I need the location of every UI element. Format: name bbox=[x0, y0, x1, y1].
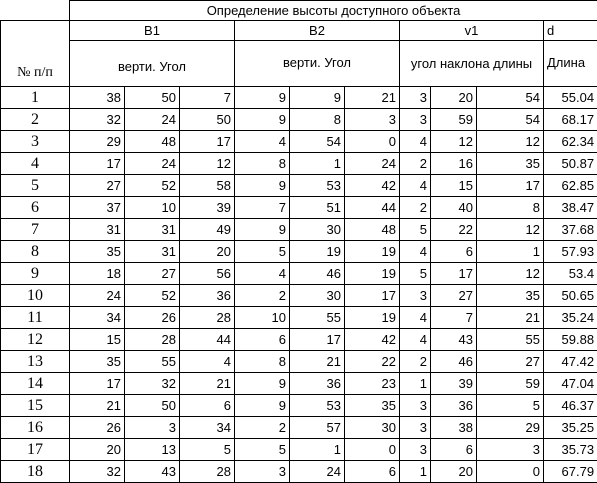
length-cell: 46.37 bbox=[544, 395, 597, 417]
v1-seconds-cell: 0 bbox=[477, 461, 544, 483]
v1-minutes-cell: 17 bbox=[431, 263, 477, 285]
v1-degrees-cell: 1 bbox=[400, 461, 431, 483]
b1-seconds-cell: 44 bbox=[180, 329, 235, 351]
b1-seconds-cell: 28 bbox=[180, 307, 235, 329]
v1-seconds-cell: 55 bbox=[477, 329, 544, 351]
b1-degrees-cell: 34 bbox=[70, 307, 125, 329]
b1-minutes-cell: 52 bbox=[125, 175, 180, 197]
b1-seconds-cell: 50 bbox=[180, 109, 235, 131]
v1-degrees-cell: 2 bbox=[400, 153, 431, 175]
b2-minutes-cell: 30 bbox=[290, 219, 345, 241]
b1-degrees-cell: 32 bbox=[70, 109, 125, 131]
b2-seconds-cell: 48 bbox=[345, 219, 400, 241]
length-cell: 38.47 bbox=[544, 197, 597, 219]
v1-minutes-cell: 16 bbox=[431, 153, 477, 175]
b1-degrees-cell: 37 bbox=[70, 197, 125, 219]
b2-seconds-cell: 21 bbox=[345, 87, 400, 109]
v1-minutes-cell: 6 bbox=[431, 241, 477, 263]
b1-degrees-cell: 21 bbox=[70, 395, 125, 417]
v1-seconds-cell: 27 bbox=[477, 351, 544, 373]
v1-seconds-cell: 29 bbox=[477, 417, 544, 439]
b2-seconds-cell: 44 bbox=[345, 197, 400, 219]
length-cell: 50.87 bbox=[544, 153, 597, 175]
b1-seconds-cell: 39 bbox=[180, 197, 235, 219]
b1-seconds-cell: 17 bbox=[180, 131, 235, 153]
table-row bbox=[1, 241, 597, 263]
row-number-cell: 15 bbox=[1, 395, 70, 417]
v1-degrees-cell: 2 bbox=[400, 351, 431, 373]
row-number-cell: 14 bbox=[1, 373, 70, 395]
length-cell: 35.25 bbox=[544, 417, 597, 439]
table-row bbox=[1, 153, 597, 175]
b2-minutes-cell: 9 bbox=[290, 87, 345, 109]
b1-seconds-cell: 20 bbox=[180, 241, 235, 263]
b2-seconds-cell: 24 bbox=[345, 153, 400, 175]
row-number-cell: 16 bbox=[1, 417, 70, 439]
group-header-d: d bbox=[544, 21, 597, 41]
length-cell: 57.93 bbox=[544, 241, 597, 263]
b2-minutes-cell: 54 bbox=[290, 131, 345, 153]
b1-seconds-cell: 5 bbox=[180, 439, 235, 461]
b2-seconds-cell: 19 bbox=[345, 241, 400, 263]
b1-seconds-cell: 21 bbox=[180, 373, 235, 395]
b1-degrees-cell: 18 bbox=[70, 263, 125, 285]
b1-seconds-cell: 12 bbox=[180, 153, 235, 175]
header-row-groups bbox=[1, 21, 597, 41]
b2-degrees-cell: 5 bbox=[235, 439, 290, 461]
table-row bbox=[1, 373, 597, 395]
b1-minutes-cell: 50 bbox=[125, 87, 180, 109]
row-number-cell: 1 bbox=[1, 87, 70, 109]
b1-minutes-cell: 27 bbox=[125, 263, 180, 285]
b2-seconds-cell: 0 bbox=[345, 131, 400, 153]
b1-degrees-cell: 15 bbox=[70, 329, 125, 351]
b2-degrees-cell: 9 bbox=[235, 395, 290, 417]
row-number-cell: 12 bbox=[1, 329, 70, 351]
v1-minutes-cell: 12 bbox=[431, 131, 477, 153]
length-cell: 62.85 bbox=[544, 175, 597, 197]
header-row-subheaders bbox=[1, 41, 597, 87]
v1-minutes-cell: 36 bbox=[431, 395, 477, 417]
b2-degrees-cell: 8 bbox=[235, 351, 290, 373]
v1-minutes-cell: 6 bbox=[431, 439, 477, 461]
b2-degrees-cell: 4 bbox=[235, 131, 290, 153]
v1-seconds-cell: 12 bbox=[477, 263, 544, 285]
v1-seconds-cell: 12 bbox=[477, 219, 544, 241]
v1-degrees-cell: 4 bbox=[400, 329, 431, 351]
b1-degrees-cell: 32 bbox=[70, 461, 125, 483]
v1-minutes-cell: 43 bbox=[431, 329, 477, 351]
b2-degrees-cell: 7 bbox=[235, 197, 290, 219]
b2-degrees-cell: 2 bbox=[235, 417, 290, 439]
b1-degrees-cell: 17 bbox=[70, 373, 125, 395]
table-row bbox=[1, 87, 597, 109]
b1-degrees-cell: 27 bbox=[70, 175, 125, 197]
table-row bbox=[1, 219, 597, 241]
row-number-cell: 9 bbox=[1, 263, 70, 285]
v1-degrees-cell: 3 bbox=[400, 87, 431, 109]
v1-degrees-cell: 4 bbox=[400, 307, 431, 329]
b1-degrees-cell: 20 bbox=[70, 439, 125, 461]
length-cell: 55.04 bbox=[544, 87, 597, 109]
b1-degrees-cell: 17 bbox=[70, 153, 125, 175]
b1-degrees-cell: 29 bbox=[70, 131, 125, 153]
b2-degrees-cell: 5 bbox=[235, 241, 290, 263]
b2-seconds-cell: 35 bbox=[345, 395, 400, 417]
b2-seconds-cell: 42 bbox=[345, 175, 400, 197]
row-number-cell: 8 bbox=[1, 241, 70, 263]
table-row bbox=[1, 197, 597, 219]
b1-seconds-cell: 34 bbox=[180, 417, 235, 439]
b1-minutes-cell: 24 bbox=[125, 153, 180, 175]
v1-minutes-cell: 15 bbox=[431, 175, 477, 197]
table-row bbox=[1, 395, 597, 417]
header-row-title bbox=[1, 1, 597, 21]
b2-degrees-cell: 9 bbox=[235, 109, 290, 131]
b2-minutes-cell: 57 bbox=[290, 417, 345, 439]
b1-minutes-cell: 31 bbox=[125, 219, 180, 241]
b2-seconds-cell: 17 bbox=[345, 285, 400, 307]
length-cell: 50.65 bbox=[544, 285, 597, 307]
v1-degrees-cell: 3 bbox=[400, 109, 431, 131]
b1-minutes-cell: 26 bbox=[125, 307, 180, 329]
b2-degrees-cell: 4 bbox=[235, 263, 290, 285]
v1-minutes-cell: 40 bbox=[431, 197, 477, 219]
length-cell: 37.68 bbox=[544, 219, 597, 241]
v1-seconds-cell: 3 bbox=[477, 439, 544, 461]
b1-minutes-cell: 48 bbox=[125, 131, 180, 153]
table-row bbox=[1, 351, 597, 373]
v1-minutes-cell: 20 bbox=[431, 87, 477, 109]
b1-minutes-cell: 10 bbox=[125, 197, 180, 219]
b2-minutes-cell: 36 bbox=[290, 373, 345, 395]
b1-degrees-cell: 31 bbox=[70, 219, 125, 241]
b1-minutes-cell: 24 bbox=[125, 109, 180, 131]
b1-minutes-cell: 28 bbox=[125, 329, 180, 351]
b2-minutes-cell: 21 bbox=[290, 351, 345, 373]
b1-minutes-cell: 32 bbox=[125, 373, 180, 395]
b2-seconds-cell: 3 bbox=[345, 109, 400, 131]
table-row bbox=[1, 461, 597, 483]
b1-seconds-cell: 49 bbox=[180, 219, 235, 241]
table-row bbox=[1, 109, 597, 131]
row-number-cell: 17 bbox=[1, 439, 70, 461]
subheader-b2-vertical-angle: верти. Угол bbox=[235, 41, 400, 87]
b2-minutes-cell: 30 bbox=[290, 285, 345, 307]
table-title: Определение высоты доступного объекта bbox=[70, 1, 597, 21]
row-number-cell: 4 bbox=[1, 153, 70, 175]
subheader-v1-slope-angle: угол наклона длины bbox=[400, 41, 544, 87]
v1-seconds-cell: 54 bbox=[477, 87, 544, 109]
length-cell: 47.42 bbox=[544, 351, 597, 373]
b1-minutes-cell: 55 bbox=[125, 351, 180, 373]
b1-minutes-cell: 52 bbox=[125, 285, 180, 307]
row-number-cell: 5 bbox=[1, 175, 70, 197]
b2-seconds-cell: 19 bbox=[345, 263, 400, 285]
v1-minutes-cell: 59 bbox=[431, 109, 477, 131]
b1-minutes-cell: 3 bbox=[125, 417, 180, 439]
b2-minutes-cell: 24 bbox=[290, 461, 345, 483]
b2-degrees-cell: 8 bbox=[235, 153, 290, 175]
b2-minutes-cell: 8 bbox=[290, 109, 345, 131]
table-row bbox=[1, 417, 597, 439]
group-header-v1: v1 bbox=[400, 21, 544, 41]
b2-minutes-cell: 53 bbox=[290, 175, 345, 197]
b2-degrees-cell: 9 bbox=[235, 87, 290, 109]
table-row bbox=[1, 175, 597, 197]
row-number-cell: 3 bbox=[1, 131, 70, 153]
b2-seconds-cell: 19 bbox=[345, 307, 400, 329]
b1-seconds-cell: 6 bbox=[180, 395, 235, 417]
header-empty-corner bbox=[1, 1, 70, 21]
b1-degrees-cell: 24 bbox=[70, 285, 125, 307]
b2-degrees-cell: 3 bbox=[235, 461, 290, 483]
row-number-cell: 6 bbox=[1, 197, 70, 219]
v1-seconds-cell: 35 bbox=[477, 285, 544, 307]
length-cell: 67.79 bbox=[544, 461, 597, 483]
b1-seconds-cell: 56 bbox=[180, 263, 235, 285]
length-cell: 53.4 bbox=[544, 263, 597, 285]
v1-degrees-cell: 3 bbox=[400, 285, 431, 307]
b1-seconds-cell: 36 bbox=[180, 285, 235, 307]
v1-degrees-cell: 3 bbox=[400, 417, 431, 439]
length-cell: 35.73 bbox=[544, 439, 597, 461]
b1-degrees-cell: 38 bbox=[70, 87, 125, 109]
table-row bbox=[1, 439, 597, 461]
b2-degrees-cell: 9 bbox=[235, 175, 290, 197]
b2-seconds-cell: 30 bbox=[345, 417, 400, 439]
b2-minutes-cell: 1 bbox=[290, 439, 345, 461]
v1-degrees-cell: 4 bbox=[400, 241, 431, 263]
v1-degrees-cell: 4 bbox=[400, 131, 431, 153]
b1-minutes-cell: 31 bbox=[125, 241, 180, 263]
v1-degrees-cell: 5 bbox=[400, 263, 431, 285]
v1-seconds-cell: 8 bbox=[477, 197, 544, 219]
b1-minutes-cell: 13 bbox=[125, 439, 180, 461]
v1-minutes-cell: 39 bbox=[431, 373, 477, 395]
b1-seconds-cell: 4 bbox=[180, 351, 235, 373]
v1-degrees-cell: 1 bbox=[400, 373, 431, 395]
length-cell: 68.17 bbox=[544, 109, 597, 131]
v1-seconds-cell: 1 bbox=[477, 241, 544, 263]
v1-degrees-cell: 5 bbox=[400, 219, 431, 241]
row-number-cell: 7 bbox=[1, 219, 70, 241]
b1-minutes-cell: 50 bbox=[125, 395, 180, 417]
v1-degrees-cell: 2 bbox=[400, 197, 431, 219]
b2-minutes-cell: 19 bbox=[290, 241, 345, 263]
group-header-b2: В2 bbox=[235, 21, 400, 41]
row-number-cell: 13 bbox=[1, 351, 70, 373]
v1-minutes-cell: 38 bbox=[431, 417, 477, 439]
b2-minutes-cell: 1 bbox=[290, 153, 345, 175]
v1-degrees-cell: 3 bbox=[400, 395, 431, 417]
v1-minutes-cell: 7 bbox=[431, 307, 477, 329]
v1-minutes-cell: 46 bbox=[431, 351, 477, 373]
v1-seconds-cell: 5 bbox=[477, 395, 544, 417]
table-row bbox=[1, 285, 597, 307]
length-cell: 35.24 bbox=[544, 307, 597, 329]
b1-degrees-cell: 35 bbox=[70, 241, 125, 263]
b1-degrees-cell: 26 bbox=[70, 417, 125, 439]
v1-seconds-cell: 54 bbox=[477, 109, 544, 131]
v1-minutes-cell: 20 bbox=[431, 461, 477, 483]
v1-seconds-cell: 17 bbox=[477, 175, 544, 197]
b1-degrees-cell: 35 bbox=[70, 351, 125, 373]
b2-seconds-cell: 6 bbox=[345, 461, 400, 483]
b2-degrees-cell: 6 bbox=[235, 329, 290, 351]
row-number-cell: 10 bbox=[1, 285, 70, 307]
row-number-cell: 2 bbox=[1, 109, 70, 131]
b2-seconds-cell: 0 bbox=[345, 439, 400, 461]
length-cell: 62.34 bbox=[544, 131, 597, 153]
subheader-b1-vertical-angle: верти. Угол bbox=[70, 41, 235, 87]
b2-minutes-cell: 46 bbox=[290, 263, 345, 285]
v1-minutes-cell: 27 bbox=[431, 285, 477, 307]
b1-minutes-cell: 43 bbox=[125, 461, 180, 483]
subheader-d-length: Длина bbox=[544, 41, 597, 87]
table-row bbox=[1, 131, 597, 153]
table-body bbox=[1, 87, 597, 483]
table-row bbox=[1, 329, 597, 351]
v1-seconds-cell: 12 bbox=[477, 131, 544, 153]
b1-seconds-cell: 28 bbox=[180, 461, 235, 483]
b2-minutes-cell: 51 bbox=[290, 197, 345, 219]
b2-seconds-cell: 42 bbox=[345, 329, 400, 351]
b2-degrees-cell: 9 bbox=[235, 373, 290, 395]
table-row bbox=[1, 263, 597, 285]
b2-seconds-cell: 23 bbox=[345, 373, 400, 395]
b1-seconds-cell: 58 bbox=[180, 175, 235, 197]
b2-minutes-cell: 55 bbox=[290, 307, 345, 329]
v1-degrees-cell: 3 bbox=[400, 439, 431, 461]
b2-degrees-cell: 10 bbox=[235, 307, 290, 329]
length-cell: 59.88 bbox=[544, 329, 597, 351]
b2-degrees-cell: 2 bbox=[235, 285, 290, 307]
b2-minutes-cell: 53 bbox=[290, 395, 345, 417]
row-number-cell: 11 bbox=[1, 307, 70, 329]
b2-degrees-cell: 9 bbox=[235, 219, 290, 241]
length-cell: 47.04 bbox=[544, 373, 597, 395]
b2-minutes-cell: 17 bbox=[290, 329, 345, 351]
b1-seconds-cell: 7 bbox=[180, 87, 235, 109]
b2-seconds-cell: 22 bbox=[345, 351, 400, 373]
v1-seconds-cell: 35 bbox=[477, 153, 544, 175]
v1-degrees-cell: 4 bbox=[400, 175, 431, 197]
row-number-cell: 18 bbox=[1, 461, 70, 483]
v1-minutes-cell: 22 bbox=[431, 219, 477, 241]
group-header-b1: В1 bbox=[70, 21, 235, 41]
v1-seconds-cell: 59 bbox=[477, 373, 544, 395]
row-number-header: № п/п bbox=[1, 21, 70, 87]
v1-seconds-cell: 21 bbox=[477, 307, 544, 329]
table-row bbox=[1, 307, 597, 329]
